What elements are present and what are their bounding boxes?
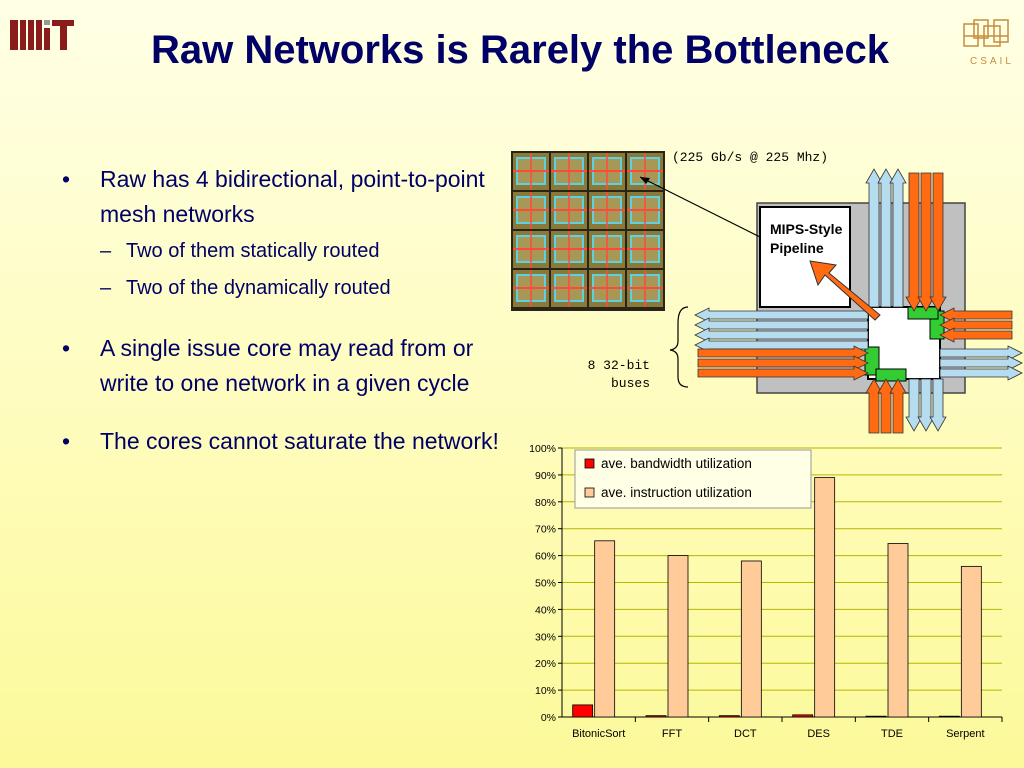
- utilization-bar-chart: [505, 438, 1015, 748]
- slide-title: Raw Networks is Rarely the Bottleneck: [150, 28, 890, 72]
- sub-bullet-glyph: –: [100, 277, 112, 299]
- sub-bullet-text: Two of them statically routed: [126, 240, 380, 262]
- bullet-item: [62, 162, 502, 307]
- bullet-glyph: •: [62, 428, 71, 454]
- pointer-line: [640, 177, 760, 237]
- x-tick-label: BitonicSort: [572, 728, 626, 740]
- y-tick-label: 80%: [534, 496, 556, 509]
- x-tick-label: DES: [807, 728, 830, 740]
- x-tick-label: Serpent: [946, 728, 985, 740]
- y-tick-label: 40%: [534, 604, 556, 617]
- bar-instruction: [815, 478, 835, 717]
- bullet-text: The cores cannot saturate the network!: [100, 428, 499, 454]
- network-arrow: [940, 328, 1012, 342]
- legend-label: ave. bandwidth utilization: [601, 456, 752, 471]
- bar-bandwidth: [646, 716, 666, 717]
- bullet-item: [62, 331, 502, 400]
- sub-bullet-item: [100, 233, 502, 270]
- legend-swatch: [585, 459, 594, 468]
- y-tick-label: 20%: [534, 658, 556, 671]
- sub-bullet-glyph: –: [100, 240, 112, 262]
- x-tick-label: TDE: [881, 728, 903, 740]
- svg-text:CSAIL: CSAIL: [970, 56, 1014, 67]
- legend-label: ave. instruction utilization: [601, 485, 752, 500]
- bandwidth-rate-label: (225 Gb/s @ 225 Mhz): [672, 150, 829, 165]
- bullet-glyph: •: [62, 335, 71, 361]
- bar-bandwidth: [939, 716, 959, 717]
- bar-instruction: [595, 541, 615, 717]
- y-tick-label: 60%: [534, 550, 556, 563]
- pointer-arrowhead: [640, 177, 650, 184]
- pipeline-label-line1: MIPS-Style: [770, 221, 843, 237]
- bar-instruction: [961, 566, 981, 717]
- bar-instruction: [741, 561, 761, 717]
- pipeline-label-line2: Pipeline: [770, 240, 824, 256]
- bar-bandwidth: [719, 716, 739, 717]
- bullet-text: A single issue core may read from or write to one network in a given cycle: [100, 335, 474, 396]
- switch-port: [876, 369, 906, 381]
- buses-brace: [670, 307, 688, 387]
- buses-label: [560, 357, 650, 393]
- bullet-glyph: •: [62, 166, 71, 192]
- x-tick-label: FFT: [661, 728, 683, 740]
- sub-bullet-text: Two of the dynamically routed: [126, 277, 391, 299]
- legend-swatch: [585, 488, 594, 497]
- buses-label-line1: 8 32-bit: [587, 358, 650, 373]
- y-tick-label: 10%: [534, 685, 556, 698]
- pipeline-label: [770, 220, 842, 258]
- bullet-text: Raw has 4 bidirectional, point-to-point mesh networks: [100, 166, 485, 227]
- y-tick-label: 30%: [534, 631, 556, 644]
- bullet-item: [62, 424, 502, 459]
- y-tick-label: 0%: [540, 712, 556, 724]
- bullet-list: [62, 162, 502, 483]
- bar-bandwidth: [793, 715, 813, 717]
- y-tick-label: 50%: [534, 577, 556, 590]
- y-tick-label: 70%: [534, 523, 556, 536]
- buses-label-line2: buses: [610, 376, 650, 391]
- bar-bandwidth: [573, 705, 593, 717]
- tile-diagram: [640, 165, 1024, 435]
- y-tick-label: 90%: [534, 469, 556, 482]
- sub-bullet-item: [100, 270, 502, 307]
- bar-bandwidth: [866, 716, 886, 717]
- bar-instruction: [888, 543, 908, 717]
- bar-instruction: [668, 556, 688, 717]
- x-tick-label: DCT: [734, 728, 757, 740]
- y-tick-label: 100%: [529, 443, 556, 455]
